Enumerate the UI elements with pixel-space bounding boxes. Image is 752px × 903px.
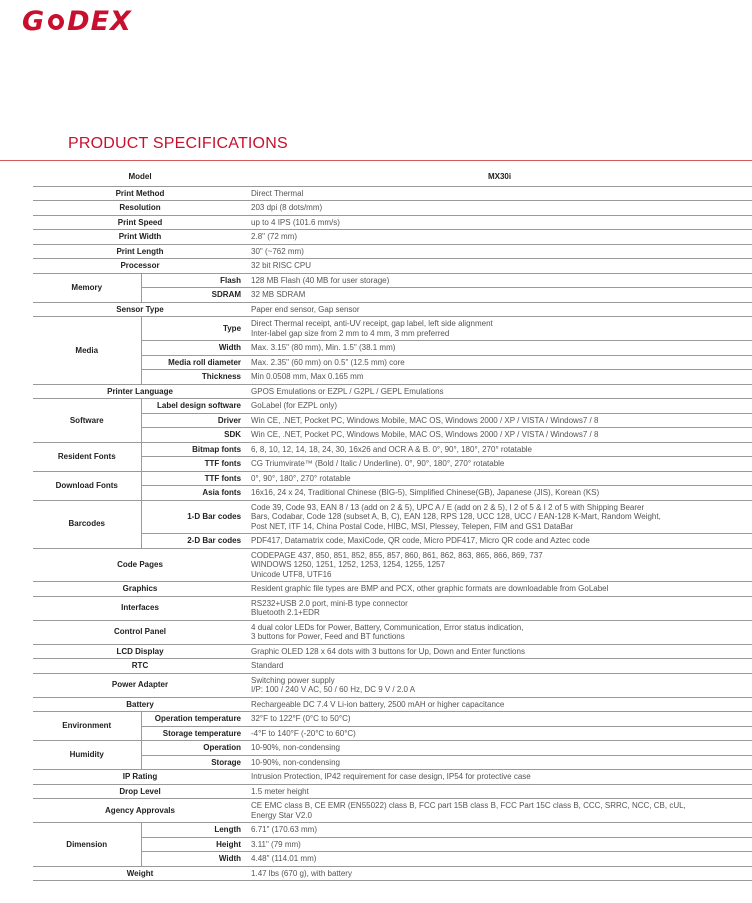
dimension-length-value: 6.71" (170.63 mm) bbox=[247, 823, 752, 838]
resident-bitmap-value: 6, 8, 10, 12, 14, 18, 24, 30, 16x26 and OCR A & B. 0°, 90°, 180°, 270° rotatable bbox=[247, 442, 752, 457]
table-row bbox=[33, 799, 752, 823]
power-adapter-label: Power Adapter bbox=[33, 673, 247, 697]
table-row bbox=[33, 620, 752, 644]
table-row bbox=[33, 582, 752, 597]
control-panel-line-1: 4 dual color LEDs for Power, Battery, Communication, Error status indication, bbox=[251, 622, 524, 632]
model-label: Model bbox=[33, 168, 247, 186]
media-width-label: Width bbox=[141, 341, 247, 356]
logo-o-mark-icon bbox=[46, 10, 66, 32]
table-row bbox=[33, 457, 752, 472]
resident-ttf-label: TTF fonts bbox=[141, 457, 247, 472]
code-pages-label: Code Pages bbox=[33, 548, 247, 582]
control-panel-value bbox=[247, 620, 752, 644]
download-asia-label: Asia fonts bbox=[141, 486, 247, 501]
download-asia-value: 16x16, 24 x 24, Traditional Chinese (BIG-5), Simplified Chinese(GB), Japanese (JIS), Korean (KS) bbox=[247, 486, 752, 501]
drop-level-value: 1.5 meter height bbox=[247, 784, 752, 799]
rtc-label: RTC bbox=[33, 659, 247, 674]
table-row bbox=[33, 534, 752, 549]
barcodes-1d-label: 1-D Bar codes bbox=[141, 500, 247, 534]
table-row bbox=[33, 741, 752, 756]
table-row bbox=[33, 341, 752, 356]
memory-flash-label: Flash bbox=[141, 273, 247, 288]
memory-sdram-value: 32 MB SDRAM bbox=[247, 288, 752, 303]
power-adapter-line-1: Switching power supply bbox=[251, 675, 335, 685]
media-thickness-value: Min 0.0508 mm, Max 0.165 mm bbox=[247, 370, 752, 385]
software-sdk-label: SDK bbox=[141, 428, 247, 443]
control-panel-line-2: 3 buttons for Power, Feed and BT functions bbox=[251, 632, 405, 641]
printer-language-label: Printer Language bbox=[33, 384, 247, 399]
table-row bbox=[33, 659, 752, 674]
download-ttf-value: 0°, 90°, 180°, 270° rotatable bbox=[247, 471, 752, 486]
media-label: Media bbox=[33, 317, 141, 385]
processor-value: 32 bit RISC CPU bbox=[247, 259, 752, 274]
agency-label: Agency Approvals bbox=[33, 799, 247, 823]
environment-op-value: 32°F to 122°F (0°C to 50°C) bbox=[247, 712, 752, 727]
table-row bbox=[33, 837, 752, 852]
print-speed-label: Print Speed bbox=[33, 215, 247, 230]
table-row bbox=[33, 770, 752, 785]
software-sdk-value: Win CE, .NET, Pocket PC, Windows Mobile, MAC OS, Windows 2000 / XP / VISTA / Windows7 / 8 bbox=[247, 428, 752, 443]
print-width-label: Print Width bbox=[33, 230, 247, 245]
table-row bbox=[33, 428, 752, 443]
table-row bbox=[33, 548, 752, 582]
humidity-st-value: 10-90%, non-condensing bbox=[247, 755, 752, 770]
drop-level-label: Drop Level bbox=[33, 784, 247, 799]
barcodes-1d-line-2: Bars, Codabar, Code 128 (subset A, B, C), EAN 128, RPS 128, UCC 128, UCC / EAN-128 K-Mart, Random Weight, bbox=[251, 512, 661, 521]
sensor-type-label: Sensor Type bbox=[33, 302, 247, 317]
media-type-line-1: Direct Thermal receipt, anti-UV receipt, gap label, left side alignment bbox=[251, 319, 493, 328]
dimension-label: Dimension bbox=[33, 823, 141, 867]
sensor-type-value: Paper end sensor, Gap sensor bbox=[247, 302, 752, 317]
table-row bbox=[33, 230, 752, 245]
memory-sdram-label: SDRAM bbox=[141, 288, 247, 303]
memory-flash-value: 128 MB Flash (40 MB for user storage) bbox=[247, 273, 752, 288]
dimension-width-value: 4.48" (114.01 mm) bbox=[247, 852, 752, 867]
media-type-line-2: Inter-label gap size from 2 mm to 4 mm, 3 mm preferred bbox=[251, 328, 450, 338]
media-type-label: Type bbox=[141, 317, 247, 341]
table-row bbox=[33, 302, 752, 317]
table-row bbox=[33, 596, 752, 620]
software-design-label: Label design software bbox=[141, 399, 247, 414]
print-method-value: Direct Thermal bbox=[247, 186, 752, 201]
rtc-value: Standard bbox=[247, 659, 752, 674]
table-row bbox=[33, 726, 752, 741]
software-label: Software bbox=[33, 399, 141, 443]
print-length-label: Print Length bbox=[33, 244, 247, 259]
page-title: PRODUCT SPECIFICATIONS bbox=[68, 135, 288, 152]
download-fonts-label: Download Fonts bbox=[33, 471, 141, 500]
table-row bbox=[33, 852, 752, 867]
printer-language-value: GPOS Emulations or EZPL / G2PL / GEPL Emulations bbox=[247, 384, 752, 399]
barcodes-2d-label: 2-D Bar codes bbox=[141, 534, 247, 549]
table-row bbox=[33, 384, 752, 399]
dimension-height-label: Height bbox=[141, 837, 247, 852]
environment-op-label: Operation temperature bbox=[141, 712, 247, 727]
logo-text-right: DEX bbox=[67, 5, 132, 37]
table-row bbox=[33, 644, 752, 659]
table-row bbox=[33, 244, 752, 259]
humidity-label: Humidity bbox=[33, 741, 141, 770]
graphics-label: Graphics bbox=[33, 582, 247, 597]
software-driver-value: Win CE, .NET, Pocket PC, Windows Mobile, MAC OS, Windows 2000 / XP / VISTA / Windows7 / 8 bbox=[247, 413, 752, 428]
table-row bbox=[33, 500, 752, 534]
media-width-value: Max. 3.15" (80 mm), Min. 1.5" (38.1 mm) bbox=[247, 341, 752, 356]
interfaces-line-2: Bluetooth 2.1+EDR bbox=[251, 608, 320, 617]
software-driver-label: Driver bbox=[141, 413, 247, 428]
table-row bbox=[33, 399, 752, 414]
lcd-display-label: LCD Display bbox=[33, 644, 247, 659]
table-row bbox=[33, 215, 752, 230]
dimension-length-label: Length bbox=[141, 823, 247, 838]
ip-rating-value: Intrusion Protection, IP42 requirement for case design, IP54 for protective case bbox=[247, 770, 752, 785]
table-row bbox=[33, 471, 752, 486]
media-type-value bbox=[247, 317, 752, 341]
table-row bbox=[33, 755, 752, 770]
table-row bbox=[33, 259, 752, 274]
ip-rating-label: IP Rating bbox=[33, 770, 247, 785]
graphics-value: Resident graphic file types are BMP and PCX, other graphic formats are downloadable from GoLabel bbox=[247, 582, 752, 597]
logo-text-left: G bbox=[22, 5, 46, 37]
resolution-value: 203 dpi (8 dots/mm) bbox=[247, 201, 752, 216]
print-length-value: 30" (~762 mm) bbox=[247, 244, 752, 259]
resolution-label: Resolution bbox=[33, 201, 247, 216]
table-row bbox=[33, 712, 752, 727]
resident-ttf-value: CG Triumvirate™ (Bold / Italic / Underline). 0°, 90°, 180°, 270° rotatable bbox=[247, 457, 752, 472]
table-row bbox=[33, 697, 752, 712]
table-row bbox=[33, 201, 752, 216]
processor-label: Processor bbox=[33, 259, 247, 274]
print-width-value: 2.8" (72 mm) bbox=[247, 230, 752, 245]
code-pages-line-3: Unicode UTF8, UTF16 bbox=[251, 569, 332, 579]
table-row bbox=[33, 273, 752, 288]
table-row bbox=[33, 370, 752, 385]
table-row bbox=[33, 413, 752, 428]
code-pages-line-1: CODEPAGE 437, 850, 851, 852, 855, 857, 860, 861, 862, 863, 865, 866, 869, 737 bbox=[251, 550, 543, 560]
print-speed-value: up to 4 IPS (101.6 mm/s) bbox=[247, 215, 752, 230]
software-design-value: GoLabel (for EZPL only) bbox=[247, 399, 752, 414]
environment-st-label: Storage temperature bbox=[141, 726, 247, 741]
barcodes-1d-line-3: Post NET, ITF 14, China Postal Code, HIBC, MSI, Plessey, Telepen, FIM and GS1 DataBar bbox=[251, 521, 574, 531]
battery-label: Battery bbox=[33, 697, 247, 712]
dimension-width-label: Width bbox=[141, 852, 247, 867]
table-row bbox=[33, 288, 752, 303]
code-pages-value bbox=[247, 548, 752, 582]
title-divider bbox=[0, 160, 752, 161]
dimension-height-value: 3.11" (79 mm) bbox=[247, 837, 752, 852]
media-roll-value: Max. 2.35" (60 mm) on 0.5" (12.5 mm) core bbox=[247, 355, 752, 370]
table-row bbox=[33, 866, 752, 881]
table-row bbox=[33, 784, 752, 799]
lcd-display-value: Graphic OLED 128 x 64 dots with 3 buttons for Up, Down and Enter functions bbox=[247, 644, 752, 659]
resident-fonts-label: Resident Fonts bbox=[33, 442, 141, 471]
print-method-label: Print Method bbox=[33, 186, 247, 201]
barcodes-2d-value: PDF417, Datamatrix code, MaxiCode, QR code, Micro PDF417, Micro QR code and Aztec code bbox=[247, 534, 752, 549]
interfaces-label: Interfaces bbox=[33, 596, 247, 620]
download-ttf-label: TTF fonts bbox=[141, 471, 247, 486]
agency-line-2: Energy Star V2.0 bbox=[251, 810, 312, 820]
humidity-st-label: Storage bbox=[141, 755, 247, 770]
table-row bbox=[33, 168, 752, 186]
power-adapter-value bbox=[247, 673, 752, 697]
agency-line-1: CE EMC class B, CE EMR (EN55022) class B, FCC part 15B class B, FCC Part 15C class B, CCC, SRRC, NCC, CB, cUL, bbox=[251, 801, 686, 810]
memory-label: Memory bbox=[33, 273, 141, 302]
media-thickness-label: Thickness bbox=[141, 370, 247, 385]
power-adapter-line-2: I/P: 100 / 240 V AC, 50 / 60 Hz, DC 9 V / 2.0 A bbox=[251, 685, 416, 694]
table-row bbox=[33, 442, 752, 457]
humidity-op-value: 10-90%, non-condensing bbox=[247, 741, 752, 756]
interfaces-line-1: RS232+USB 2.0 port, mini-B type connector bbox=[251, 598, 408, 608]
battery-value: Rechargeable DC 7.4 V Li-ion battery, 2500 mAH or higher capacitance bbox=[247, 697, 752, 712]
weight-value: 1.47 lbs (670 g), with battery bbox=[247, 866, 752, 881]
table-row bbox=[33, 317, 752, 341]
media-roll-label: Media roll diameter bbox=[141, 355, 247, 370]
code-pages-line-2: WINDOWS 1250, 1251, 1252, 1253, 1254, 1255, 1257 bbox=[251, 560, 445, 569]
table-row bbox=[33, 486, 752, 501]
agency-value bbox=[247, 799, 752, 823]
godex-logo bbox=[22, 6, 132, 36]
control-panel-label: Control Panel bbox=[33, 620, 247, 644]
resident-bitmap-label: Bitmap fonts bbox=[141, 442, 247, 457]
table-row bbox=[33, 823, 752, 838]
weight-label: Weight bbox=[33, 866, 247, 881]
interfaces-value bbox=[247, 596, 752, 620]
barcodes-1d-value bbox=[247, 500, 752, 534]
barcodes-label: Barcodes bbox=[33, 500, 141, 548]
spec-table bbox=[33, 168, 752, 881]
table-row bbox=[33, 186, 752, 201]
barcodes-1d-line-1: Code 39, Code 93, EAN 8 / 13 (add on 2 & 5), UPC A / E (add on 2 & 5), I 2 of 5 & I 2 of 5 with Shipping Bearer bbox=[251, 502, 645, 512]
humidity-op-label: Operation bbox=[141, 741, 247, 756]
model-value: MX30i bbox=[247, 168, 752, 186]
table-row bbox=[33, 673, 752, 697]
table-row bbox=[33, 355, 752, 370]
environment-st-value: -4°F to 140°F (-20°C to 60°C) bbox=[247, 726, 752, 741]
environment-label: Environment bbox=[33, 712, 141, 741]
